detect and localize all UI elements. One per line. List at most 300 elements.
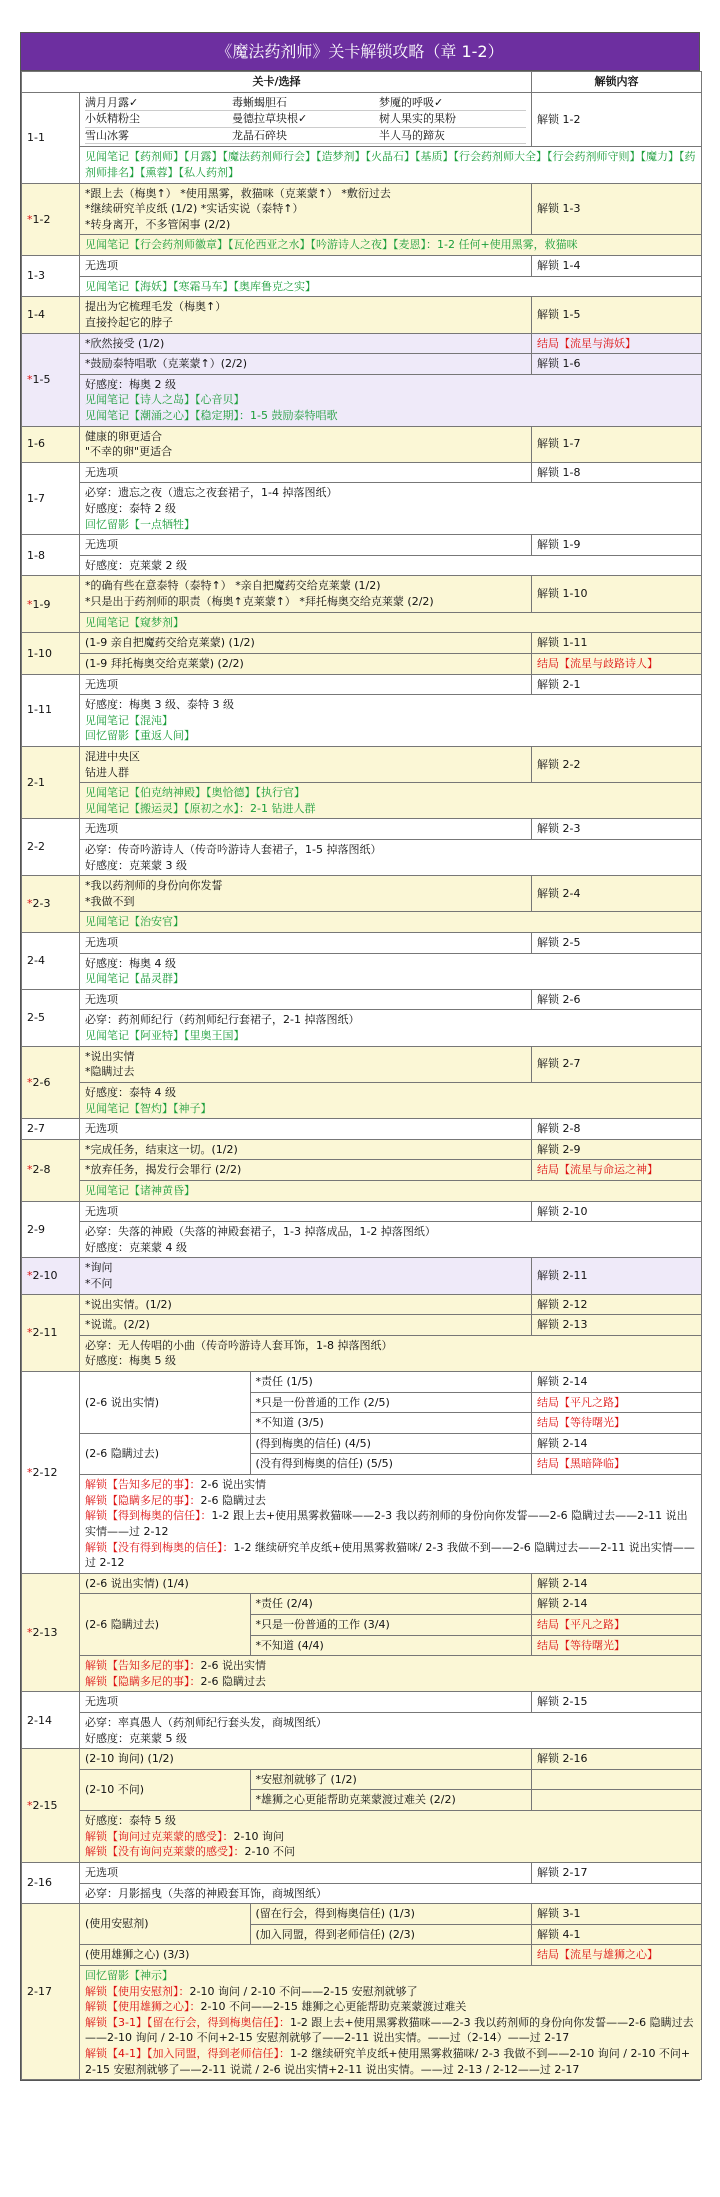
choice-cell <box>80 276 702 297</box>
level-id <box>22 746 80 818</box>
unlock-cell: 解锁 1-5 <box>532 297 702 333</box>
choice-cell <box>80 1139 532 1160</box>
choice-cell <box>80 333 532 354</box>
level-id <box>22 633 80 674</box>
level-id-text: 1-4 <box>27 308 45 322</box>
sub-choice: *雄狮之心更能帮助克莱蒙渡过难关 (2/2) <box>250 1790 531 1810</box>
table-row <box>22 674 702 695</box>
unlock-cell: 解锁 1-7 <box>532 426 702 462</box>
unlock-tag: 解锁【没有得到梅奥的信任】： <box>85 1540 234 1554</box>
level-id-text: 2-5 <box>27 1010 45 1024</box>
line-text <box>85 2046 696 2077</box>
table-row <box>22 1713 702 1749</box>
line-text: (1-9 亲自把魔药交给克莱蒙) (1/2) <box>85 636 255 650</box>
line-text <box>85 1674 696 1690</box>
choice-cell <box>80 1010 702 1046</box>
level-id <box>22 1862 80 1903</box>
line-text: 见闻笔记【阿亚特】【里奥王国】 <box>85 1029 245 1043</box>
group-label: (2-10 不问) <box>80 1770 250 1810</box>
unlock-cell: 结局【等待曙光】 <box>532 1635 702 1656</box>
choice-cell <box>80 483 702 535</box>
line-text: "不幸的卵"更适合 <box>85 445 173 459</box>
line-text: (使用雄狮之心) (3/3) <box>85 1948 190 1962</box>
unlock-tag: 解锁【4-1】【加入同盟，得到老师信任】： <box>85 2046 290 2060</box>
line-text: *鼓励泰特唱歌（克莱蒙↑）(2/2) <box>85 357 248 371</box>
level-id-text: 2-10 <box>32 1269 58 1283</box>
page-title: 《魔法药剂师》关卡解锁攻略（章 1-2） <box>21 33 699 71</box>
level-id <box>22 1372 80 1574</box>
unlock-cell: 解锁 2-14 <box>532 1594 702 1615</box>
table-row <box>22 576 702 612</box>
line-text <box>85 1493 696 1509</box>
choice-cell <box>80 953 702 989</box>
choice-split <box>80 1769 532 1810</box>
line-text: (2-10 询问) (1/2) <box>85 1752 174 1766</box>
line-text: 好感度：泰特 2 级 <box>85 502 176 516</box>
table-row <box>22 426 702 462</box>
line-text <box>85 1829 696 1845</box>
level-id <box>22 989 80 1046</box>
choice-cell <box>80 462 532 483</box>
level-id <box>22 1692 80 1749</box>
table-row <box>22 1201 702 1222</box>
unlock-tag: 解锁【隐瞒多尼的事】： <box>85 1493 201 1507</box>
table-row <box>22 555 702 576</box>
sub-choice: (没有得到梅奥的信任) (5/5) <box>250 1454 531 1474</box>
sub-choice: (得到梅奥的信任) (4/5) <box>250 1434 531 1454</box>
choice-cell <box>80 783 702 819</box>
unlock-tag: 解锁【使用安慰剂】： <box>85 1984 190 1998</box>
table-row <box>22 1372 702 1393</box>
unlock-tag: 解锁【使用雄狮之心】： <box>85 2000 201 2014</box>
table-row <box>22 1010 702 1046</box>
star-marker: * <box>27 1326 33 1340</box>
level-id-text: 2-4 <box>27 954 45 968</box>
table-row <box>22 1883 702 1904</box>
choice-cell <box>80 674 532 695</box>
unlock-cell: 解锁 4-1 <box>532 1924 702 1945</box>
line-text: *说出实情 <box>85 1049 135 1063</box>
choice-cell <box>80 876 532 912</box>
choice-cell <box>80 1119 532 1140</box>
line-text <box>85 1477 696 1493</box>
line-text: (1-9 拜托梅奥交给克莱蒙) (2/2) <box>85 656 244 670</box>
table-row <box>22 1862 702 1883</box>
line-text: 见闻笔记【诸神黄昏】 <box>85 1183 195 1197</box>
line-text: 好感度：梅奥 4 级 <box>85 956 176 970</box>
line-text: *我以药剂师的身份向你发誓 <box>85 879 223 893</box>
choice-cell <box>80 147 702 183</box>
choice-cell <box>80 1656 702 1692</box>
level-id-text: 2-17 <box>27 1984 52 1998</box>
star-marker: * <box>27 212 33 226</box>
choice-cell <box>80 1201 532 1222</box>
table-row <box>22 989 702 1010</box>
line-text: *不问 <box>85 1277 113 1290</box>
table-row <box>22 256 702 277</box>
table-row <box>22 1945 702 1966</box>
level-id <box>22 819 80 876</box>
choice-cell <box>80 1945 532 1966</box>
line-text: 无选项 <box>85 538 118 552</box>
line-text: 无选项 <box>85 259 118 273</box>
unlock-cell: 结局【流星与命运之神】 <box>532 1160 702 1181</box>
table-row <box>22 1222 702 1258</box>
table-row <box>22 1294 702 1315</box>
grid-item: 梦魇的呼吸✓ <box>379 95 526 112</box>
line-text: 见闻笔记【药剂师】【月露】【魔法药剂师行会】【造梦剂】【火晶石】【基质】【行会药剂师大全】【行会药剂师守则】【魔力】【药剂师排名】【熏蓉】【私人药剂】 <box>85 150 696 180</box>
level-id-text: 1-2 <box>32 212 51 226</box>
sub-choice: (加入同盟，得到老师信任) (2/3) <box>250 1924 531 1944</box>
choice-cell <box>80 1294 532 1315</box>
line-text <box>85 1984 696 2000</box>
table-row <box>22 276 702 297</box>
table-row <box>22 1046 702 1082</box>
level-id <box>22 1201 80 1258</box>
table-row <box>22 633 702 654</box>
level-id <box>22 256 80 297</box>
line-text: 好感度：梅奥 2 级 <box>85 377 176 391</box>
line-text: 钻进人群 <box>85 765 129 779</box>
table-row <box>22 1594 702 1615</box>
unlock-path: 2-6 隐瞒过去 <box>200 1674 266 1688</box>
choice-cell <box>80 235 702 256</box>
level-id-text: 2-6 <box>32 1075 51 1089</box>
grid-item: 满月月露✓ <box>85 95 232 112</box>
choice-cell <box>80 1180 702 1201</box>
star-marker: * <box>27 1075 33 1089</box>
unlock-path: 2-10 不问——2-15 雄狮之心更能帮助克莱蒙渡过难关 <box>200 2000 467 2014</box>
star-marker: * <box>27 897 33 911</box>
unlock-cell: 解锁 2-15 <box>532 1692 702 1713</box>
choice-cell <box>80 183 532 235</box>
line-text: 无选项 <box>85 465 118 479</box>
table-row <box>22 783 702 819</box>
level-id-text: 1-5 <box>32 372 51 386</box>
choice-cell <box>80 1862 532 1883</box>
line-text: 必穿：无人传唱的小曲（传奇吟游诗人套耳饰，1-8 掉落图纸） <box>85 1338 393 1352</box>
table-row <box>22 354 702 375</box>
sub-choice: *不知道 (4/4) <box>250 1635 531 1655</box>
line-text: 好感度：克莱蒙 4 级 <box>85 1240 187 1254</box>
unlock-cell: 解锁 2-8 <box>532 1119 702 1140</box>
line-text <box>85 1844 696 1860</box>
grid-item: 半人马的蹄灰 <box>379 128 526 145</box>
line-text: 见闻笔记【混沌】 <box>85 713 173 727</box>
table-row <box>22 653 702 674</box>
line-text: 见闻笔记【搬运灵】【原初之水】：2-1 钻进人群 <box>85 801 316 815</box>
sub-choice: *只是一份普通的工作 (2/5) <box>250 1392 531 1413</box>
line-text: 见闻笔记【智灼】【神子】 <box>85 1101 212 1115</box>
level-id-text: 2-8 <box>32 1163 51 1177</box>
grid-item: 小妖精粉尘 <box>85 111 232 128</box>
unlock-cell: 解锁 2-17 <box>532 1862 702 1883</box>
line-text: 提出为它梳理毛发（梅奥↑） <box>85 300 227 314</box>
level-id <box>22 674 80 746</box>
choice-cell <box>80 1258 532 1294</box>
choice-cell <box>80 297 532 333</box>
level-id <box>22 297 80 333</box>
choice-split <box>80 1372 532 1434</box>
unlock-cell: 结局【流星与雄狮之心】 <box>532 1945 702 1966</box>
unlock-cell: 解锁 3-1 <box>532 1904 702 1925</box>
line-text: 回忆留影【重返人间】 <box>85 729 195 743</box>
choice-cell <box>80 1883 702 1904</box>
table-row <box>22 333 702 354</box>
table-row <box>22 839 702 875</box>
star-marker: * <box>27 1269 33 1283</box>
table-row <box>22 933 702 954</box>
level-id-text: 2-11 <box>32 1326 58 1340</box>
line-text: 好感度：泰特 5 级 <box>85 1814 176 1828</box>
unlock-cell <box>532 1769 702 1790</box>
choice-cell <box>80 612 702 633</box>
choice-cell <box>80 912 702 933</box>
unlock-cell: 解锁 1-2 <box>532 92 702 147</box>
line-text: 直接拎起它的脖子 <box>85 315 173 329</box>
unlock-cell: 解锁 2-6 <box>532 989 702 1010</box>
level-id-text: 1-8 <box>27 548 45 562</box>
unlock-path: 1-2 跟上去+使用黑雾救猫咪——2-3 我以药剂师的身份向你发誓——2-6 隐瞒过去——2-11 说出实情——过 2-12 <box>85 1509 688 1538</box>
unlock-path: 1-2 跟上去+使用黑雾救猫咪——2-3 我以药剂师的身份向你发誓——2-6 隐瞒过去——2-10 询问 / 2-10 不问+2-15 安慰剂就够了——2-11 说出实情。——过（2-14）——过 2-17 <box>85 2015 694 2045</box>
line-text: 无选项 <box>85 1204 118 1218</box>
star-marker: * <box>27 1465 33 1479</box>
table-row <box>22 183 702 235</box>
line-text: 见闻笔记【诗人之岛】【心音贝】 <box>85 393 245 407</box>
sub-choice: *不知道 (3/5) <box>250 1413 531 1433</box>
line-text: 必穿：率真愚人（药剂师纪行套头发，商城图纸） <box>85 1716 327 1730</box>
line-text <box>85 1999 696 2015</box>
table-row <box>22 1433 702 1454</box>
choice-cell <box>80 746 532 782</box>
line-text: 混进中央区 <box>85 749 140 763</box>
unlock-cell: 解锁 2-14 <box>532 1573 702 1594</box>
line-text: *继续研究羊皮纸 (1/2) *实话实说（泰特↑） <box>85 202 304 216</box>
unlock-path: 1-2 继续研究羊皮纸+使用黑雾救猫咪/ 2-3 我做不到——2-10 询问 / 2-10 不问+2-15 安慰剂就够了——2-11 说谎 / 2-6 说出实情+2-11 说出实情。——过 2-13 / 2-12——过 2-17 <box>85 2046 691 2076</box>
level-id <box>22 1294 80 1371</box>
table-row <box>22 374 702 426</box>
unlock-tag: 解锁【告知多尼的事】： <box>85 1478 201 1492</box>
table-row <box>22 297 702 333</box>
line-text: *转身离开，不多管闲事 (2/2) <box>85 217 231 231</box>
line-text: *欣然接受 (1/2) <box>85 336 165 350</box>
unlock-tag: 解锁【询问过克莱蒙的感受】： <box>85 1829 234 1843</box>
line-text: 好感度：克莱蒙 2 级 <box>85 558 187 572</box>
grid-item: 曼德拉草块根✓ <box>232 111 379 128</box>
line-text <box>85 1658 696 1674</box>
level-id-text: 2-3 <box>32 897 51 911</box>
unlock-cell: 解锁 2-10 <box>532 1201 702 1222</box>
group-label: (2-6 说出实情) <box>80 1372 250 1433</box>
line-text: *我做不到 <box>85 894 135 908</box>
level-id-text: 2-13 <box>32 1625 58 1639</box>
level-id <box>22 333 80 426</box>
unlock-cell: 结局【平凡之路】 <box>532 1392 702 1413</box>
table-row <box>22 1160 702 1181</box>
line-text: 必穿：失落的神殿（失落的神殿套裙子，1-3 掉落成品，1-2 掉落图纸） <box>85 1225 436 1239</box>
table-row <box>22 1769 702 1790</box>
sub-row <box>80 1434 531 1454</box>
table-row <box>22 953 702 989</box>
line-text: *隐瞒过去 <box>85 1065 135 1079</box>
unlock-tag: 解锁【得到梅奥的信任】： <box>85 1509 212 1523</box>
choice-cell <box>80 1335 702 1371</box>
line-text: 无选项 <box>85 992 118 1006</box>
level-id <box>22 426 80 462</box>
level-id-text: 1-11 <box>27 703 52 717</box>
guide-sheet <box>20 32 700 2081</box>
choice-cell <box>80 1811 702 1863</box>
sub-table <box>80 1770 531 1810</box>
table-row <box>22 1335 702 1371</box>
unlock-path: 1-2 继续研究羊皮纸+使用黑雾救猫咪/ 2-3 我做不到——2-6 隐瞒过去——2-11 说出实情——过 2-12 <box>85 1540 695 1570</box>
choice-cell <box>80 1573 532 1594</box>
line-text: 无选项 <box>85 1695 118 1709</box>
line-text: *说谎。(2/2) <box>85 1318 150 1332</box>
choice-cell <box>80 1713 702 1749</box>
table-row <box>22 912 702 933</box>
table-row <box>22 1573 702 1594</box>
line-text <box>85 1540 696 1571</box>
unlock-tag: 解锁【没有询问克莱蒙的感受】： <box>85 1845 245 1859</box>
level-id <box>22 183 80 255</box>
table-row <box>22 1965 702 2079</box>
level-id-text: 1-6 <box>27 437 45 451</box>
choice-cell <box>80 1046 532 1082</box>
line-text: 健康的卵更适合 <box>85 429 162 443</box>
table-row <box>22 147 702 183</box>
choice-cell <box>80 92 532 147</box>
unlock-path: 2-10 询问 / 2-10 不问——2-15 安慰剂就够了 <box>189 1984 418 1998</box>
line-text: 无选项 <box>85 936 118 950</box>
line-text: 好感度：梅奥 5 级 <box>85 1354 176 1368</box>
line-text <box>85 2015 696 2046</box>
choice-cell <box>80 1965 702 2079</box>
level-id <box>22 1258 80 1294</box>
sub-table <box>80 1434 531 1474</box>
line-text: 好感度：梅奥 3 级、泰特 3 级 <box>85 698 234 712</box>
header-unlock-content: 解锁内容 <box>532 72 702 93</box>
sub-table <box>80 1372 531 1433</box>
grid-item: 雪山冰雾 <box>85 128 232 145</box>
unlock-cell: 结局【流星与歧路诗人】 <box>532 653 702 674</box>
table-row <box>22 1119 702 1140</box>
line-text: 见闻笔记【潮涌之心】【稳定期】：1-5 鼓励泰特唱歌 <box>85 408 338 422</box>
line-text: 无选项 <box>85 1865 118 1879</box>
unlock-tag: 解锁【告知多尼的事】： <box>85 1659 201 1673</box>
sub-row <box>80 1594 531 1614</box>
unlock-cell: 解锁 1-6 <box>532 354 702 375</box>
line-text: 回忆留影【一点牺牲】 <box>85 517 195 531</box>
table-row <box>22 535 702 556</box>
level-table <box>21 71 702 2080</box>
choice-cell <box>80 653 532 674</box>
line-text: *放弃任务，揭发行会罪行 (2/2) <box>85 1163 242 1177</box>
line-text: 见闻笔记【海妖】【寒霜马车】【奥库鲁克之实】 <box>85 279 316 293</box>
choice-cell <box>80 933 532 954</box>
star-marker: * <box>27 372 33 386</box>
level-id-text: 1-9 <box>32 597 51 611</box>
sub-row <box>80 1372 531 1392</box>
sub-table <box>80 1904 531 1944</box>
choice-split <box>80 1433 532 1474</box>
table-row <box>22 1315 702 1336</box>
sub-choice: *只是一份普通的工作 (3/4) <box>250 1614 531 1635</box>
sub-choice: (留在行会，得到梅奥信任) (1/3) <box>250 1904 531 1924</box>
unlock-cell: 解锁 2-9 <box>532 1139 702 1160</box>
choice-cell <box>80 1692 532 1713</box>
line-text: (2-6 说出实情) (1/4) <box>85 1576 189 1590</box>
line-text: 无选项 <box>85 677 118 691</box>
unlock-path: 2-10 询问 <box>233 1829 284 1843</box>
choice-cell <box>80 555 702 576</box>
line-text: 见闻笔记【窥梦剂】 <box>85 615 184 629</box>
level-id <box>22 1573 80 1692</box>
line-text: 无选项 <box>85 822 118 836</box>
choice-cell <box>80 989 532 1010</box>
choice-cell <box>80 1082 702 1118</box>
line-text: *说出实情。(1/2) <box>85 1297 172 1311</box>
star-marker: * <box>27 1798 33 1812</box>
level-id <box>22 1749 80 1863</box>
table-row <box>22 746 702 782</box>
table-header-row <box>22 72 702 93</box>
grid-item: 毒蜥蝎胆石 <box>232 95 379 112</box>
table-row <box>22 1811 702 1863</box>
line-text: 回忆留影【神示】 <box>85 1968 173 1982</box>
level-id-text: 2-16 <box>27 1876 52 1890</box>
choice-cell <box>80 426 532 462</box>
unlock-cell: 解锁 1-3 <box>532 183 702 235</box>
table-row <box>22 1258 702 1294</box>
choice-cell <box>80 576 532 612</box>
line-text: 好感度：克莱蒙 3 级 <box>85 858 187 872</box>
grid-item: 树人果实的果粉 <box>379 111 526 128</box>
level-id <box>22 1139 80 1201</box>
choice-cell <box>80 535 532 556</box>
choice-cell <box>80 1475 702 1574</box>
table-row <box>22 1904 702 1925</box>
table-row <box>22 1180 702 1201</box>
line-text: 必穿：遗忘之夜（遗忘之夜套裙子，1-4 掉落图纸） <box>85 486 338 500</box>
line-text: 好感度：泰特 4 级 <box>85 1085 176 1099</box>
level-id <box>22 92 80 183</box>
choice-cell <box>80 1749 532 1770</box>
unlock-path: 2-6 说出实情 <box>200 1659 266 1673</box>
header-level-choice: 关卡/选择 <box>22 72 532 93</box>
unlock-cell: 结局【流星与海妖】 <box>532 333 702 354</box>
level-id-text: 2-1 <box>27 775 45 789</box>
group-label: (2-6 隐瞒过去) <box>80 1434 250 1474</box>
choice-grid <box>85 95 526 145</box>
choice-cell <box>80 839 702 875</box>
choice-cell <box>80 633 532 654</box>
table-row <box>22 1475 702 1574</box>
table-row <box>22 1139 702 1160</box>
sub-choice: *责任 (1/5) <box>250 1372 531 1392</box>
table-row <box>22 235 702 256</box>
unlock-path: 2-6 隐瞒过去 <box>200 1493 266 1507</box>
level-id-text: 2-15 <box>32 1798 58 1812</box>
sub-choice: *责任 (2/4) <box>250 1594 531 1614</box>
level-id-text: 2-2 <box>27 840 45 854</box>
unlock-cell: 解锁 1-11 <box>532 633 702 654</box>
table-row <box>22 819 702 840</box>
line-text: *的确有些在意泰特（泰特↑） *亲自把魔药交给克莱蒙 (1/2) <box>85 579 381 593</box>
table-row <box>22 612 702 633</box>
group-label: (2-6 隐瞒过去) <box>80 1594 250 1655</box>
level-id-text: 2-14 <box>27 1713 52 1727</box>
